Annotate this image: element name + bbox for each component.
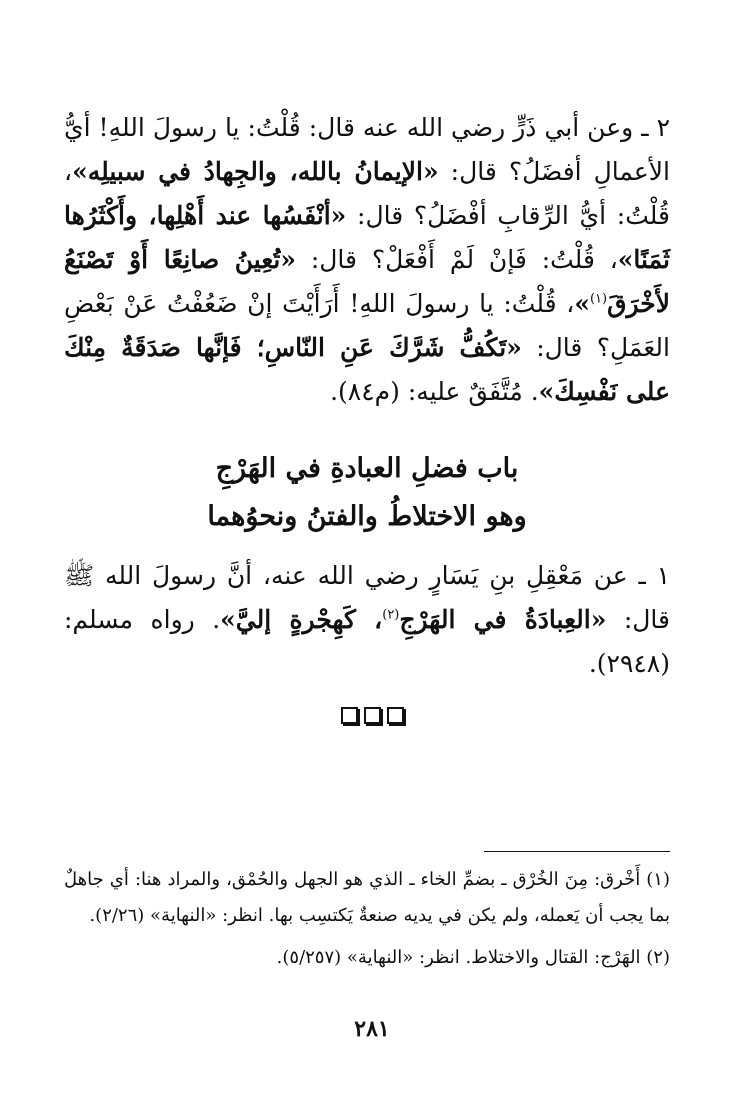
hadith-1-answer-4: «تَكُفُّ شَرَّكَ عَنِ النّاسِ؛ فَإنَّها صَدَقَةٌ مِنْكَ على نَفْسِكَ» <box>64 333 670 406</box>
box-icon <box>341 707 358 724</box>
box-icon <box>387 707 404 724</box>
hadith-1-paragraph <box>64 106 670 414</box>
hadith-2-intro: عن مَعْقِلِ بنِ يَسَارٍ رضي الله عنه، أنَّ رسولَ الله ﷺ قال: <box>64 561 670 634</box>
hadith-1-intro: وعن أبي ذَرٍّ رضي الله عنه قال: قُلْتُ: يا رسولَ اللهِ! <box>98 113 634 142</box>
hadith-2-number: ١ ـ <box>638 561 670 590</box>
hadith-1-question-1: أيُّ الأعمالِ أفضَلُ؟ قال: <box>64 113 671 186</box>
hadith-1 <box>64 106 670 414</box>
footnote-1: (١) أَخْرق: مِنَ الخُرْق ـ بضمِّ الخاء ـ الذي هو الجهل والحُمْق، والمراد هنا: أي جاهلٌ بما يجب أن يَعمله، ولم يكن في يديه صنعةٌ يَكتسِب بها. انظر: «النهاية» (٢/٢٦). <box>64 869 670 926</box>
hadith-1-answer-3: «تُعِينُ صانِعًا أَوْ تَصْنَعُ لأَخْرَقَ <box>64 245 670 318</box>
section-separator <box>0 707 744 724</box>
hadith-2-text-end: ، كَهِجْرةٍ إليَّ» <box>220 605 383 634</box>
chapter-title: باب فضلِ العبادةِ في الهَرْجِ <box>215 453 519 484</box>
footnote-marker-2[interactable]: (٢) <box>382 607 400 623</box>
hadith-1-answer-3-end: » <box>574 289 590 318</box>
hadith-1-question-4: ، قُلْتُ: يا رسولَ اللهِ! أَرَأَيْتَ إنْ ضَعُفْتُ عَنْ بَعْضِ العَمَلِ؟ قال: <box>64 289 670 362</box>
hadith-1-question-2: ، قُلْتُ: أيُّ الرِّقابِ أفْضَلُ؟ قال: <box>64 157 670 230</box>
footnote-2: (٢) الهَرْج: القتال والاختلاط. انظر: «النهاية» (٥/٢٥٧). <box>276 947 670 968</box>
box-icon <box>364 707 381 724</box>
hadith-1-answer-1: «الإيمانُ بالله، والجِهادُ في سبيلِه» <box>72 157 439 186</box>
hadith-2 <box>64 554 670 686</box>
hadith-2-text: «العِبادَةُ في الهَرْجِ <box>399 605 607 634</box>
hadith-2-paragraph <box>64 554 670 686</box>
hadith-1-question-3: ، قُلْتُ: فَإنْ لَمْ أَفْعَلْ؟ قال: <box>310 245 618 274</box>
page-number: ٢٨١ <box>354 1016 390 1042</box>
hadith-1-source: . مُتَّفَقٌ عليه: (م٨٤). <box>330 377 539 406</box>
hadith-1-number: ٢ ـ <box>641 113 670 142</box>
footnote-divider <box>484 851 670 852</box>
chapter-subtitle: وهو الاختلاطُ والفتنُ ونحوُهما <box>207 501 527 532</box>
footnotes <box>64 862 670 976</box>
footnote-marker-1[interactable]: (١) <box>589 291 608 307</box>
hadith-1-answer-2: «أنْفَسُها عند أَهْلِها، وأَكْثَرُها ثَمَنًا» <box>64 201 670 274</box>
hadith-2-source: . رواه مسلم: (٢٩٤٨). <box>64 605 670 678</box>
